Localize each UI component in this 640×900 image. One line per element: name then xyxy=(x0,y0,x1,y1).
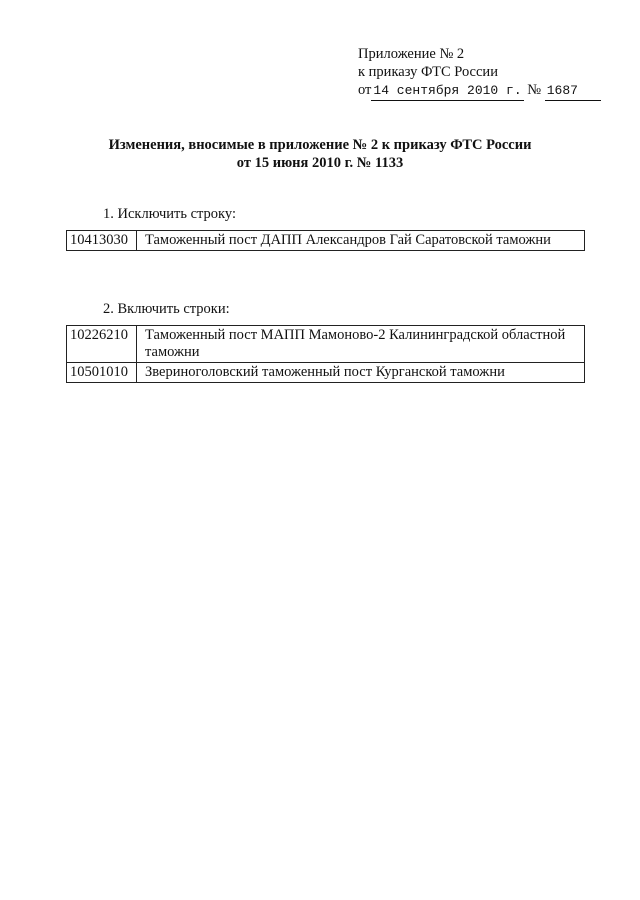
appendix-number-label: № xyxy=(527,82,542,98)
section2-label: 2. Включить строки: xyxy=(103,301,230,317)
appendix-number: 1687 xyxy=(545,82,601,101)
document-title xyxy=(60,136,580,172)
include-table xyxy=(66,325,585,383)
table-row xyxy=(67,363,585,383)
post-name: Таможенный пост ДАПП Александров Гай Саратовской таможни xyxy=(137,231,585,251)
post-code: 10226210 xyxy=(67,326,137,363)
appendix-date: 14 сентября 2010 г. xyxy=(371,82,523,101)
post-name: Звериноголовский таможенный пост Курганской таможни xyxy=(137,363,585,383)
post-code: 10413030 xyxy=(67,231,137,251)
document-title-line1: Изменения, вносимые в приложение № 2 к приказу ФТС России xyxy=(108,137,532,153)
table-row xyxy=(67,231,585,251)
appendix-date-line xyxy=(358,81,601,101)
exclude-table xyxy=(66,230,585,251)
appendix-from-label: от xyxy=(358,82,372,98)
post-code: 10501010 xyxy=(67,363,137,383)
table-row xyxy=(67,326,585,363)
appendix-header xyxy=(358,45,601,101)
document-title-line2: от 15 июня 2010 г. № 1133 xyxy=(236,155,404,171)
section1-label: 1. Исключить строку: xyxy=(103,206,236,222)
appendix-title: Приложение № 2 xyxy=(358,46,465,62)
post-name: Таможенный пост МАПП Мамоново-2 Калининградской областной таможни xyxy=(137,326,585,363)
appendix-order-ref: к приказу ФТС России xyxy=(358,64,498,80)
